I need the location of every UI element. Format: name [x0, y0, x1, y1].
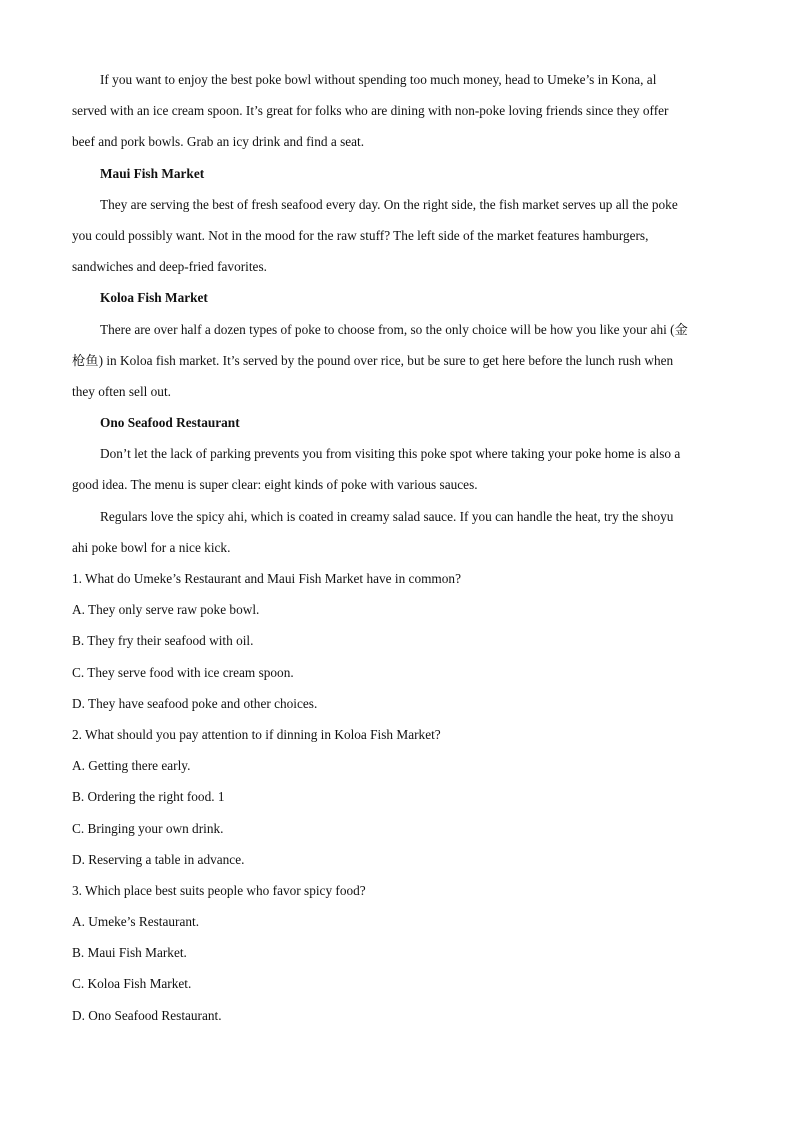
- paragraph-umeke: [72, 64, 722, 158]
- answer-option: C. Bringing your own drink.: [72, 820, 224, 836]
- text-line: ahi poke bowl for a nice kick.: [72, 539, 231, 555]
- text-line: They are serving the best of fresh seafood every day. On the right side, the fish market serves up all the poke: [100, 196, 678, 212]
- question-stem: 2. What should you pay attention to if dinning in Koloa Fish Market?: [72, 726, 441, 742]
- heading-koloa-fish-market: Koloa Fish Market: [100, 290, 208, 306]
- text-line: sandwiches and deep-fried favorites.: [72, 259, 267, 275]
- answer-option: A. Getting there early.: [72, 758, 191, 774]
- text-line: 枪鱼) in Koloa fish market. It’s served by the pound over rice, but be sure to get here before the lunch rush when: [72, 352, 674, 368]
- paragraph-regulars: [72, 501, 722, 563]
- text-line: Don’t let the lack of parking prevents you from visiting this poke spot where taking your poke home is also a: [100, 446, 681, 462]
- document-page: [72, 64, 722, 1031]
- answer-option: C. Koloa Fish Market.: [72, 976, 192, 992]
- text-line: There are over half a dozen types of poke to choose from, so the only choice will be how you like your ahi (金: [100, 321, 688, 337]
- paragraph-koloa: [72, 314, 722, 408]
- answer-option: C. They serve food with ice cream spoon.: [72, 664, 294, 680]
- heading-ono-seafood-restaurant: Ono Seafood Restaurant: [100, 415, 240, 431]
- answer-option: A. Umeke’s Restaurant.: [72, 914, 200, 930]
- text-line: Regulars love the spicy ahi, which is coated in creamy salad sauce. If you can handle the heat, try the shoyu: [100, 508, 674, 524]
- answer-option: B. Ordering the right food. 1: [72, 789, 225, 805]
- question-1: [72, 563, 722, 719]
- text-line: they often sell out.: [72, 383, 171, 399]
- answer-option: B. Maui Fish Market.: [72, 945, 187, 961]
- question-3: [72, 875, 722, 1031]
- answer-option: D. Reserving a table in advance.: [72, 851, 245, 867]
- paragraph-maui: [72, 189, 722, 283]
- heading-maui-fish-market: Maui Fish Market: [100, 165, 205, 181]
- text-line: good idea. The menu is super clear: eight kinds of poke with various sauces.: [72, 477, 478, 493]
- answer-option: D. They have seafood poke and other choices.: [72, 695, 318, 711]
- text-line: served with an ice cream spoon. It’s great for folks who are dining with non-poke loving friends since they offer: [72, 103, 669, 119]
- text-line: you could possibly want. Not in the mood for the raw stuff? The left side of the market features hamburgers,: [72, 227, 649, 243]
- paragraph-ono: [72, 438, 722, 500]
- answer-option: A. They only serve raw poke bowl.: [72, 602, 260, 618]
- answer-option: B. They fry their seafood with oil.: [72, 633, 254, 649]
- question-2: [72, 719, 722, 875]
- question-stem: 1. What do Umeke’s Restaurant and Maui Fish Market have in common?: [72, 571, 461, 586]
- text-line: If you want to enjoy the best poke bowl without spending too much money, head to Umeke’s in Kona, al: [100, 72, 657, 87]
- question-stem: 3. Which place best suits people who favor spicy food?: [72, 882, 366, 898]
- text-line: beef and pork bowls. Grab an icy drink and find a seat.: [72, 134, 365, 150]
- answer-option: D. Ono Seafood Restaurant.: [72, 1007, 222, 1023]
